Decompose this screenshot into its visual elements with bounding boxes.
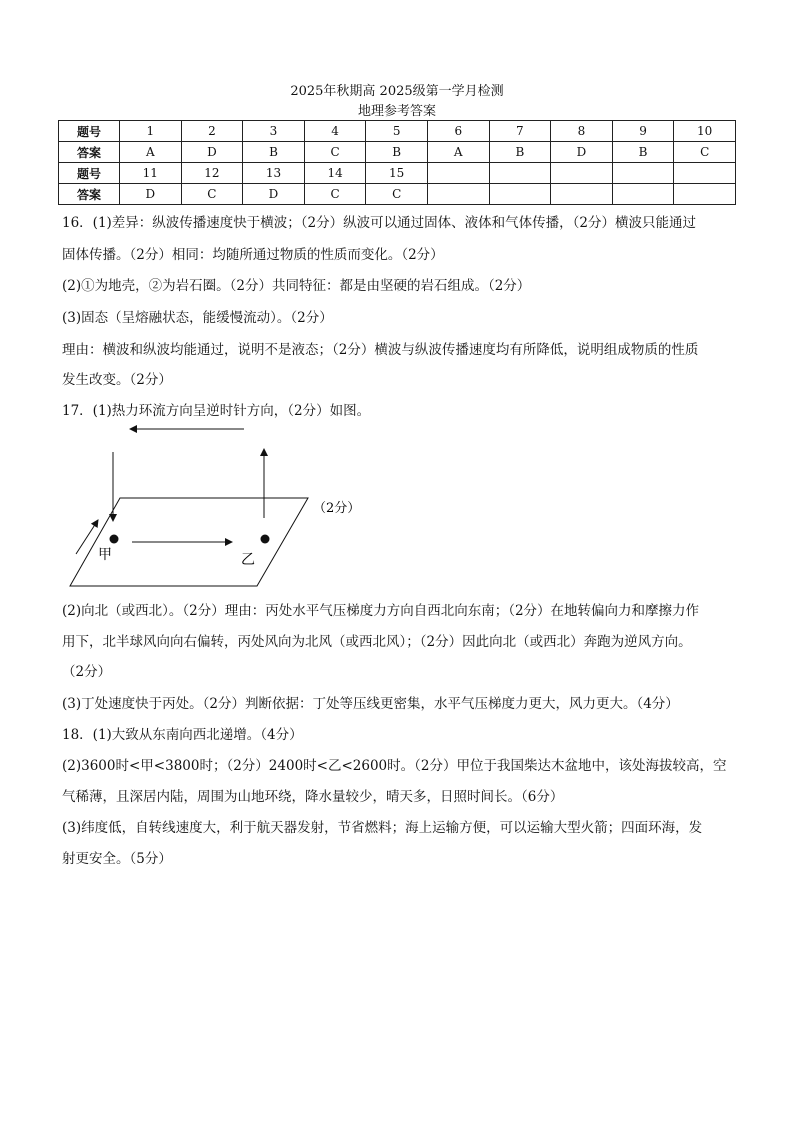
answer-line: (3)固态（呈熔融状态，能缓慢流动）。（2分） <box>62 310 333 326</box>
table-cell: A <box>120 142 182 163</box>
table-cell: 13 <box>243 163 305 184</box>
table-cell <box>551 184 613 205</box>
table-cell: D <box>551 142 613 163</box>
table-cell: 15 <box>366 163 428 184</box>
answer-line: (3)纬度低，自转线速度大，利于航天器发射，节省燃料；海上运输方便，可以运输大型火箭；四面环海，发 <box>62 820 703 836</box>
table-cell: 6 <box>427 121 489 142</box>
table-cell: B <box>366 142 428 163</box>
table-cell: B <box>243 142 305 163</box>
table-row <box>59 121 736 142</box>
table-cell: B <box>612 142 674 163</box>
table-cell: 11 <box>120 163 182 184</box>
answer-line: 固体传播。（2分）相同：均随所通过物质的性质而变化。（2分） <box>62 247 444 263</box>
answer-line: （2分） <box>62 664 112 680</box>
row-label: 题号 <box>59 121 120 142</box>
table-cell: C <box>181 184 243 205</box>
table-cell <box>489 184 551 205</box>
table-cell: 9 <box>612 121 674 142</box>
row-label: 题号 <box>59 163 120 184</box>
table-cell <box>674 184 736 205</box>
table-cell: 12 <box>181 163 243 184</box>
table-cell: D <box>181 142 243 163</box>
table-cell <box>674 163 736 184</box>
answer-line: (2)向北（或西北）。（2分）理由：丙处水平气压梯度力方向自西北向东南；（2分）在地转偏向力和摩擦力作 <box>62 603 700 619</box>
answer-line: (3)丁处速度快于丙处。（2分）判断依据：丁处等压线更密集，水平气压梯度力更大，风力更大。（4分） <box>62 696 679 712</box>
answer-line: 气稀薄，且深居内陆，周围为山地环绕，降水量较少，晴天多，日照时间长。（6分） <box>62 789 564 805</box>
point-jia <box>110 535 119 544</box>
figure-score: （2分） <box>313 501 361 516</box>
answer-line: 16．(1)差异：纵波传播速度快于横波；（2分）纵波可以通过固体、液体和气体传播，（2分）横波只能通过 <box>62 215 696 231</box>
answer-line: 17．(1)热力环流方向呈逆时针方向，（2分）如图。 <box>62 403 371 419</box>
table-cell: C <box>304 142 366 163</box>
table-cell: B <box>489 142 551 163</box>
table-cell: D <box>120 184 182 205</box>
table-cell: 2 <box>181 121 243 142</box>
page-subtitle: 地理参考答案 <box>357 104 436 119</box>
table-cell: C <box>674 142 736 163</box>
table-cell <box>612 163 674 184</box>
table-row <box>59 184 736 205</box>
answer-line: (2)3600时<甲<3800时；（2分）2400时<乙<2600时。（2分）甲位于我国柴达木盆地中，该处海拔较高，空 <box>62 758 727 774</box>
table-cell: C <box>304 184 366 205</box>
table-cell <box>551 163 613 184</box>
table-cell <box>489 163 551 184</box>
table-cell <box>612 184 674 205</box>
table-cell: 7 <box>489 121 551 142</box>
answer-line: (2)①为地壳，②为岩石圈。（2分）共同特征：都是由坚硬的岩石组成。（2分） <box>62 278 531 294</box>
answer-line: 用下，北半球风向向右偏转，丙处风向为北风（或西北风）；（2分）因此向北（或西北）奔跑为逆风方向。 <box>62 634 692 650</box>
answer-table <box>58 120 736 205</box>
answer-line: 18．(1)大致从东南向西北递增。（4分） <box>62 727 303 743</box>
surface-arrow <box>76 520 98 554</box>
table-cell: 8 <box>551 121 613 142</box>
table-cell: 1 <box>120 121 182 142</box>
point-yi <box>261 535 270 544</box>
table-cell: 4 <box>304 121 366 142</box>
table-cell: 3 <box>243 121 305 142</box>
table-row <box>59 142 736 163</box>
table-cell: 5 <box>366 121 428 142</box>
label-jia: 甲 <box>98 547 112 563</box>
table-cell <box>427 163 489 184</box>
table-cell: A <box>427 142 489 163</box>
answer-line: 发生改变。（2分） <box>62 372 172 388</box>
table-row <box>59 163 736 184</box>
row-label: 答案 <box>59 184 120 205</box>
table-cell: C <box>366 184 428 205</box>
label-yi: 乙 <box>241 552 255 568</box>
row-label: 答案 <box>59 142 120 163</box>
table-cell <box>427 184 489 205</box>
thermal-circulation-figure <box>60 418 380 593</box>
answer-line: 射更安全。（5分） <box>62 851 172 867</box>
table-cell: 10 <box>674 121 736 142</box>
table-cell: D <box>243 184 305 205</box>
page-title: 2025年秋期高 2025级第一学月检测 <box>290 84 504 99</box>
answer-line: 理由：横波和纵波均能通过，说明不是液态；（2分）横波与纵波传播速度均有所降低，说明组成物质的性质 <box>62 342 699 358</box>
table-cell: 14 <box>304 163 366 184</box>
